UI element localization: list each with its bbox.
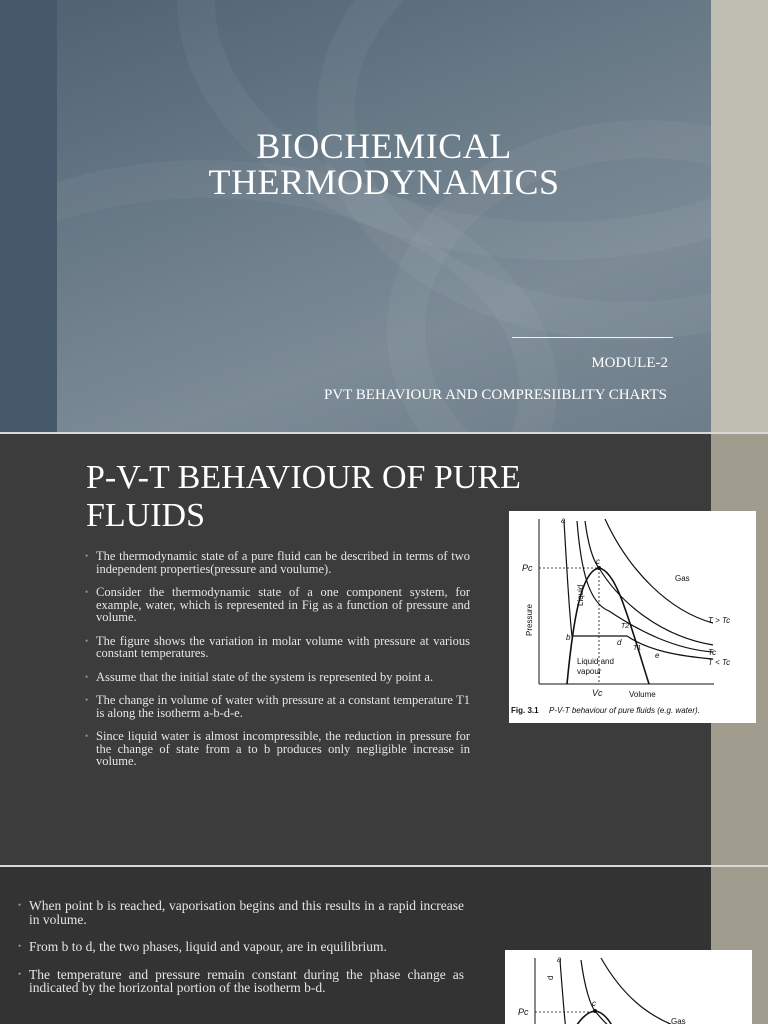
t1-label: T1: [633, 645, 642, 652]
critical-point: [597, 566, 601, 570]
gas-region-label: Gas: [675, 574, 690, 583]
bullet-icon: •: [85, 671, 89, 682]
pvt-diagram-partial: [505, 950, 752, 1024]
bullet-icon: •: [85, 587, 89, 597]
t-below-critical-label: T < Tc: [708, 658, 731, 667]
two-phase-label-1: Liquid and: [577, 657, 614, 666]
point-c-label: c: [596, 557, 600, 566]
isotherm-above-critical: [605, 519, 713, 623]
pvt-slide: [0, 434, 768, 865]
saturation-dome: [569, 1011, 619, 1024]
title-divider: [512, 337, 673, 338]
slide-title: [57, 128, 711, 200]
vc-label: Vc: [592, 688, 603, 698]
right-accent-band: [711, 0, 768, 432]
list-item: • When point b is reached, vaporisation begins and this results in a rapid increase in volume.: [18, 898, 464, 927]
heading-line-2: FLUIDS: [86, 497, 206, 534]
bullet-icon: •: [18, 900, 22, 910]
point-d-label: d: [617, 638, 622, 647]
x-axis-label: Volume: [629, 690, 656, 699]
list-item: • The figure shows the variation in molar volume with pressure at various constant temperatures.: [85, 633, 470, 660]
bullet-icon: •: [85, 731, 89, 741]
point-e-label: e: [655, 651, 660, 660]
pvt-diagram: [509, 511, 756, 723]
heading-line-1: P-V-T BEHAVIOUR OF PURE: [86, 459, 521, 496]
bullet-icon: •: [85, 695, 89, 705]
isotherm-t2: [577, 521, 713, 652]
module-label: MODULE-2: [591, 355, 668, 371]
point-c-label: c: [592, 999, 596, 1008]
isotherm-t1: [564, 521, 713, 659]
liquid-region-label: Liquid: [576, 584, 585, 606]
bullet-icon: •: [85, 635, 89, 646]
two-phase-label-2: vapour: [577, 667, 602, 676]
gas-region-label: Gas: [671, 1017, 686, 1024]
critical-point: [593, 1009, 597, 1013]
t-above-critical-label: T > Tc: [708, 616, 731, 625]
figure-number: Fig. 3.1: [511, 706, 539, 715]
liquid-region-label: d: [546, 975, 555, 980]
left-accent-band: [0, 0, 57, 432]
title-line-2: THERMODYNAMICS: [208, 162, 560, 202]
point-a-label: a: [557, 955, 562, 964]
pvt-figure: [509, 511, 756, 723]
point-b-label: b: [566, 633, 571, 642]
list-item: • Since liquid water is almost incompressible, the reduction in pressure for the change of state from a to b produces only negligible increase in volume.: [85, 729, 470, 768]
vaporisation-slide: [0, 867, 768, 1024]
list-item: • The temperature and pressure remain constant during the phase change as indicated by the horizontal portion of the isotherm b-d.: [18, 966, 464, 995]
pvt-figure-partial: [505, 950, 752, 1024]
isotherm-t1: [560, 960, 567, 1024]
tc-label: Tc: [708, 648, 717, 657]
title-line-1: BIOCHEMICAL: [256, 126, 512, 166]
bullet-icon: •: [85, 551, 89, 561]
title-slide: [0, 0, 768, 432]
point-a-label: a: [561, 516, 566, 525]
slide-subtitle: PVT BEHAVIOUR AND COMPRESIIBLITY CHARTS: [323, 387, 667, 403]
list-item: • The change in volume of water with pressure at a constant temperature T1 is along the isotherm a-b-d-e.: [85, 693, 470, 720]
y-axis-label: Pressure: [525, 603, 534, 636]
list-item: • Assume that the initial state of the system is represented by point a.: [85, 669, 434, 684]
list-item: • Consider the thermodynamic state of a one component system, for example, water, which is represented in Fig as a function of pressure and volume.: [85, 585, 470, 624]
bullet-icon: •: [18, 941, 22, 951]
figure-caption: P-V-T behaviour of pure fluids (e.g. water).: [549, 706, 700, 715]
bullet-list: [85, 549, 470, 779]
bullet-icon: •: [18, 968, 22, 979]
isotherm-above-critical: [601, 958, 709, 1024]
pc-label: Pc: [522, 563, 533, 573]
bullet-list: [18, 898, 464, 1009]
pc-label: Pc: [518, 1007, 529, 1017]
list-item: • From b to d, the two phases, liquid and vapour, are in equilibrium.: [18, 939, 387, 954]
t2-label: T2: [621, 623, 630, 630]
list-item: • The thermodynamic state of a pure fluid can be described in terms of two independent properties(pressure and voulume).: [85, 549, 470, 576]
critical-isotherm: [581, 960, 630, 1024]
